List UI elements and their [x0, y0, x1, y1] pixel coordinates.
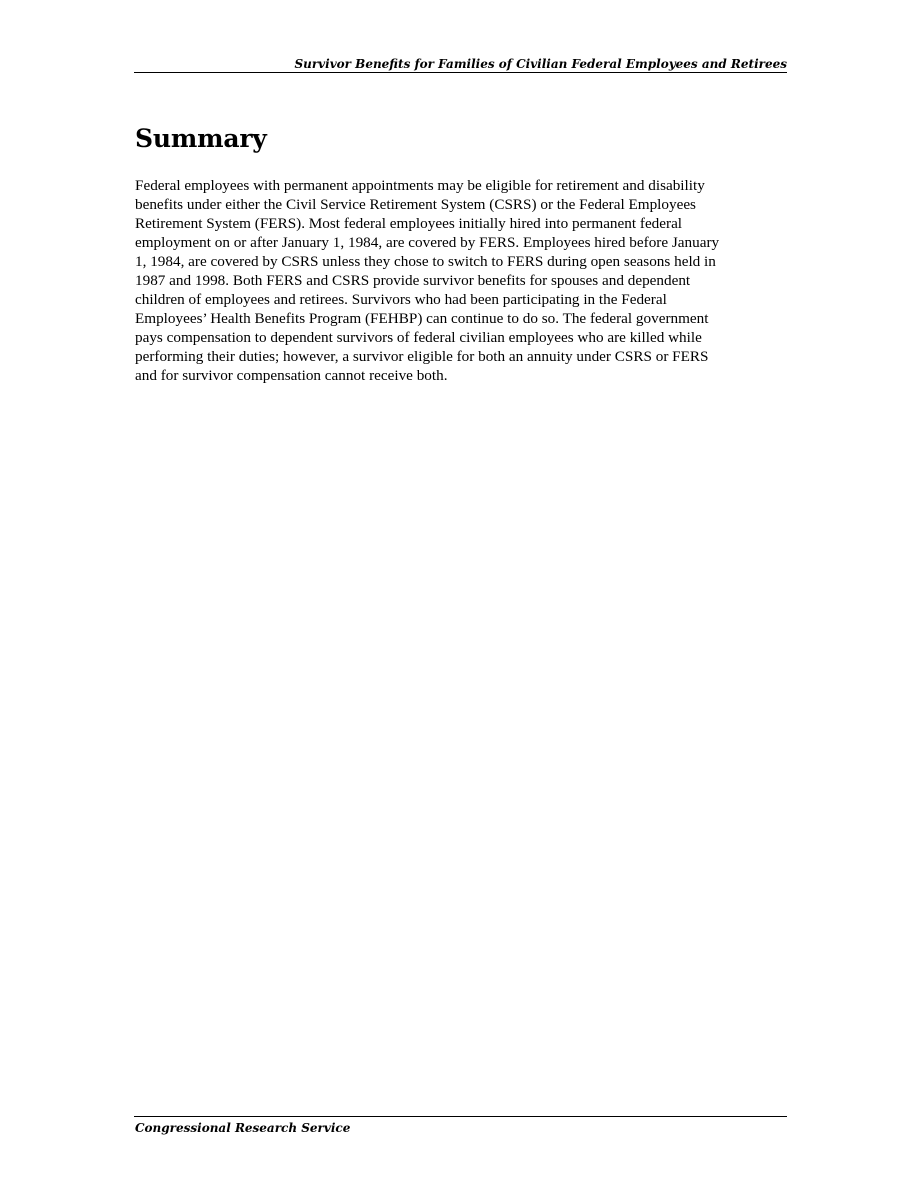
summary-line: and for survivor compensation cannot receive both. [135, 367, 448, 384]
summary-line: performing their duties; however, a survivor eligible for both an annuity under CSRS or FERS [135, 348, 709, 365]
summary-line: 1987 and 1998. Both FERS and CSRS provide survivor benefits for spouses and dependent [135, 272, 691, 289]
summary-line: Employees’ Health Benefits Program (FEHBP) can continue to do so. The federal government [135, 310, 709, 327]
running-header: Survivor Benefits for Families of Civilian Federal Employees and Retirees [294, 57, 787, 71]
summary-line: benefits under either the Civil Service Retirement System (CSRS) or the Federal Employees [135, 196, 696, 213]
summary-line: employment on or after January 1, 1984, are covered by FERS. Employees hired before January [135, 234, 720, 251]
summary-paragraph [135, 176, 785, 385]
header-rule [134, 72, 787, 73]
summary-line: pays compensation to dependent survivors of federal civilian employees who are killed while [135, 329, 702, 346]
footer-rule [134, 1116, 787, 1117]
summary-line: Federal employees with permanent appointments may be eligible for retirement and disability [135, 177, 705, 194]
page-title: Summary [135, 124, 267, 153]
summary-line: Retirement System (FERS). Most federal employees initially hired into permanent federal [135, 215, 683, 232]
summary-line: 1, 1984, are covered by CSRS unless they chose to switch to FERS during open seasons held in [135, 253, 716, 270]
running-footer: Congressional Research Service [135, 1121, 351, 1135]
summary-line: children of employees and retirees. Survivors who had been participating in the Federal [135, 291, 667, 308]
